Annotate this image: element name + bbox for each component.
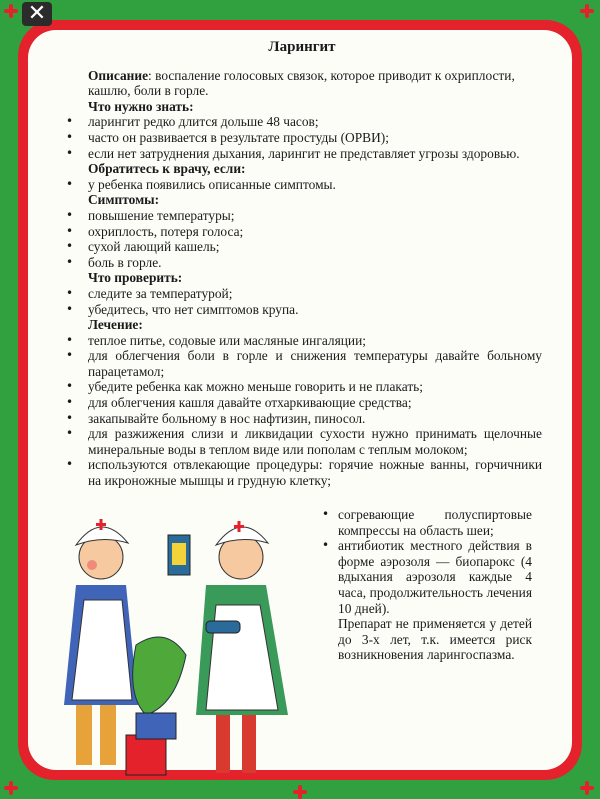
section-doctor-heading: Обратитесь к врачу, если: — [88, 161, 246, 177]
list-item: • убедитесь, что нет симптомов крупа. — [62, 302, 542, 318]
description — [88, 68, 542, 99]
lantern-light — [172, 543, 186, 565]
list-item: • охриплость, потеря голоса; — [62, 224, 542, 240]
section-treatment-heading: Лечение: — [88, 317, 143, 333]
description-text: : воспаление голосовых связок, которое приводит к охриплости, кашлю, боли в горле. — [88, 67, 515, 99]
cross-icon — [4, 781, 18, 795]
list-item: • следите за температурой; — [62, 286, 542, 302]
right-nurse — [196, 521, 288, 773]
description-label: Описание — [88, 67, 149, 83]
list-item: • для облегчения боли в горле и снижения температуры давайте больному парацетамол; — [62, 348, 542, 379]
know-list — [62, 114, 542, 161]
flashlight — [206, 621, 240, 633]
leg — [100, 695, 116, 765]
section-check-heading: Что проверить: — [88, 270, 183, 286]
page-title: Ларингит — [268, 39, 336, 55]
list-item: • теплое питье, содовые или масляные ингаляции; — [62, 333, 542, 349]
close-icon[interactable]: ✕ — [22, 2, 52, 26]
cross-icon — [580, 4, 594, 18]
list-item: • убедите ребенка как можно меньше говорить и не плакать; — [62, 379, 542, 395]
cross-icon — [100, 519, 103, 530]
list-item: • часто он развивается в результате простуды (ОРВИ); — [62, 130, 542, 146]
leg — [242, 705, 256, 773]
leg — [76, 695, 92, 765]
document-body — [62, 40, 542, 489]
cross-icon — [238, 521, 241, 532]
list-item: • для облегчения кашля давайте отхаркивающие средства; — [62, 395, 542, 411]
list-item: • ларингит редко длится дольше 48 часов; — [62, 114, 542, 130]
list-item: • у ребенка появились описанные симптомы. — [62, 177, 542, 193]
nurses-illustration — [56, 505, 326, 785]
section-know-heading: Что нужно знать: — [88, 98, 194, 114]
treatment-list — [62, 333, 542, 489]
crocodile — [133, 637, 186, 715]
list-item: • используются отвлекающие процедуры: горячие ножные ванны, горчичники на икроножные мышцы и грудную клетку; — [62, 457, 542, 488]
check-list — [62, 286, 542, 317]
toy-block — [136, 713, 176, 739]
leg — [216, 705, 230, 773]
treatment-right-column — [322, 507, 532, 663]
doctor-list — [62, 177, 542, 193]
list-item: • антибиотик местного действия в форме аэрозоля — биопарокс (4 вдыхания аэрозоля каждые 4 часа, продолжительность лечения 10 дней). — [322, 538, 532, 616]
list-item: • согревающие полуспиртовые компрессы на область шеи; — [322, 507, 532, 538]
symptoms-list — [62, 208, 542, 270]
list-item: • сухой лающий кашель; — [62, 239, 542, 255]
toy-block — [126, 735, 166, 775]
list-item: • боль в горле. — [62, 255, 542, 271]
treatment-note: Препарат не применяется у детей до 3-х лет, т.к. имеется риск возникновения ларингоспазма. — [338, 616, 532, 663]
section-symptoms-heading: Симптомы: — [88, 192, 160, 208]
list-item: • повышение температуры; — [62, 208, 542, 224]
list-item: • если нет затруднения дыхания, ларингит не представляет угрозы здоровью. — [62, 146, 542, 162]
cross-icon — [4, 4, 18, 18]
list-item: • для разжижения слизи и ликвидации сухости нужно принимать щелочные минеральные воды в теплом виде или пополам с теплым молоком; — [62, 426, 542, 457]
cheek — [87, 560, 97, 570]
list-item: • закапывайте больному в нос нафтизин, пиносол. — [62, 411, 542, 427]
cross-icon — [293, 785, 307, 799]
cross-icon — [580, 781, 594, 795]
